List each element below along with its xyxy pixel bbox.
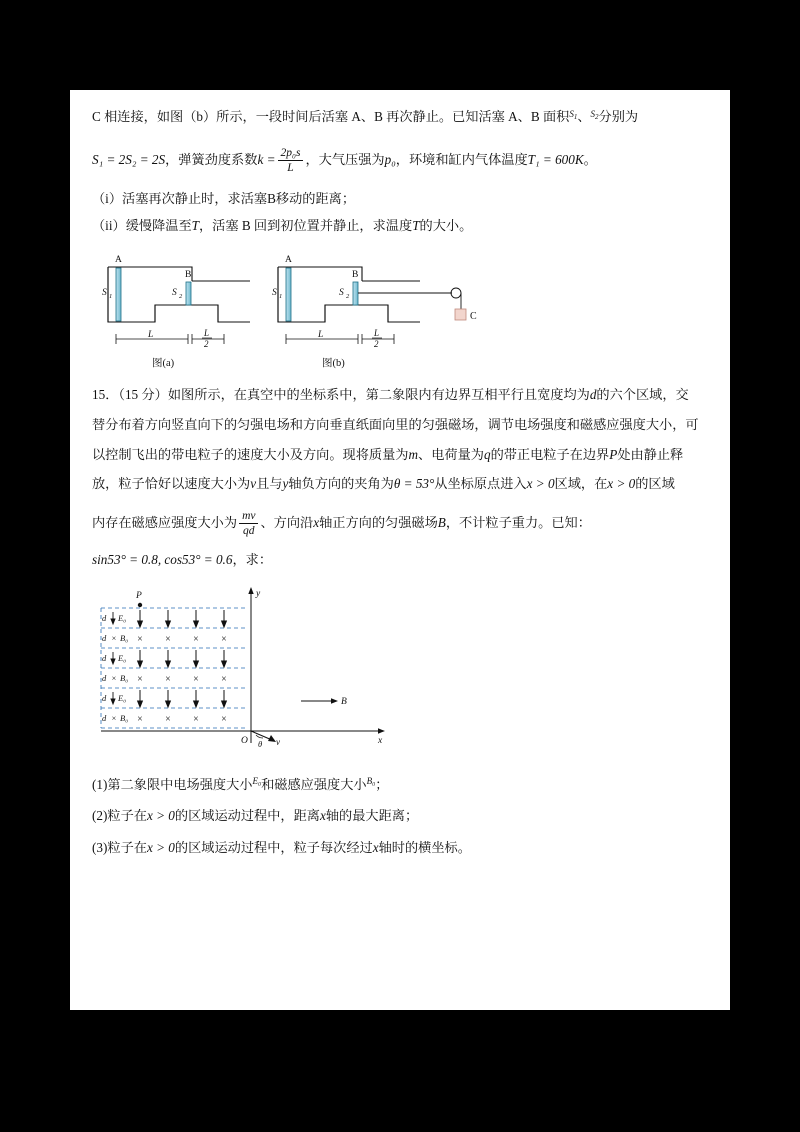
- figure-a-label-S2: S: [172, 288, 177, 299]
- svg-text:×: ×: [221, 673, 227, 685]
- symbol-p0: p₀: [384, 151, 396, 167]
- figure2-label-B0-1: B₀: [120, 632, 129, 643]
- figure2-label-d-5: d: [102, 692, 107, 703]
- figure2-label-d-6: d: [102, 712, 107, 723]
- symbol-y-1: y: [282, 476, 289, 492]
- question-15-body-16: 轴正方向的匀强磁场: [319, 514, 438, 530]
- question-15-marks: （15 分）: [118, 387, 168, 403]
- question-15-body-14: 内存在磁感应强度大小为: [92, 514, 238, 530]
- symbol-xgt0-1: x > 0: [526, 476, 555, 492]
- figure-b-label-B: B: [352, 270, 359, 281]
- question-15-line-5: [92, 507, 708, 539]
- axis-label-x: x: [378, 735, 383, 746]
- subquestion-1-text-a: (1)第二象限中电场强度大小: [92, 776, 253, 792]
- subquestion-1-symbol-E0: E₀: [252, 776, 262, 787]
- figure-cylinders: [100, 247, 500, 372]
- symbol-m: m: [408, 446, 419, 462]
- symbol-v: v: [250, 476, 257, 492]
- sub-item-ii: [92, 213, 708, 239]
- formula-line-1-text-2: ，大气压强为: [305, 151, 385, 167]
- paragraph-1-tail: 分别为: [598, 109, 639, 124]
- question-15-body-12: 区域，在: [554, 476, 608, 492]
- svg-text:×: ×: [193, 713, 199, 725]
- symbol-x-axis: x: [313, 514, 320, 530]
- figure-field-regions-svg: [96, 583, 426, 758]
- question-15-body-3: 替分布着方向竖直向下的匀强电场和方向垂直纸面向里的匀强磁场，调节电场强度和磁感应强度大小，可: [92, 416, 699, 432]
- figure2-label-d-2: d: [102, 632, 107, 643]
- sub-item-ii-text-3: 的大小。: [419, 218, 473, 234]
- figure-b-caption: 图(b): [322, 358, 345, 370]
- fraction-mv-qd: [239, 509, 258, 539]
- figure2-cross-1: ×: [111, 632, 117, 643]
- question-15-number: 15．: [92, 387, 119, 403]
- figure-a-caption: 图(a): [152, 358, 175, 370]
- question-15-body-10: 轴负方向的夹角为: [288, 476, 394, 492]
- figure2-cross-2: ×: [111, 672, 117, 683]
- svg-text:1: 1: [279, 293, 283, 301]
- formula-line-1-text-3: ，环境和缸内气体温度: [395, 151, 528, 167]
- subquestion-1: [92, 772, 708, 798]
- subquestion-3-symbol-xgt0: x > 0: [146, 840, 175, 856]
- question-15-body-7: 处由静止释: [617, 446, 684, 462]
- inline-symbol-S1: $S_1$: [569, 108, 578, 121]
- question-15-body-15: 、方向沿: [260, 514, 314, 530]
- fraction-k: [278, 146, 304, 176]
- paragraph-continuation: C 相连接，如图（b）所示，一段时间后活塞 A、B 再次静止。已知活塞 A、B 面积$S_1$、$S_2$分别为: [92, 104, 708, 130]
- question-15-line-6: sin53° = 0.8, cos53° = 0.6，求：: [92, 551, 273, 567]
- svg-text:2: 2: [179, 293, 183, 301]
- subquestion-3-text-a: (3)粒子在: [92, 840, 147, 856]
- svg-text:×: ×: [137, 713, 143, 725]
- figure2-label-E0-3: E₀: [118, 692, 127, 703]
- figure2-label-d-4: d: [102, 672, 107, 683]
- figure2-label-B: B: [341, 696, 347, 707]
- figure-b-label-C: C: [470, 311, 477, 323]
- question-15-body-17: ，不计粒子重力。已知：: [445, 514, 591, 530]
- figure-a-dim-Lhalf-num: L: [204, 328, 210, 339]
- svg-text:2: 2: [346, 293, 350, 301]
- symbol-q: q: [483, 446, 491, 462]
- question-15-body-6: 的带正电粒子在边界: [490, 446, 610, 462]
- svg-text:×: ×: [221, 713, 227, 725]
- figure2-label-theta: θ: [258, 738, 263, 749]
- symbol-T-a: T: [191, 218, 199, 234]
- question-15-body-2: 的六个区域，交: [596, 387, 689, 403]
- symbol-d-1: d: [589, 387, 597, 403]
- figure-b-label-S1: S: [272, 288, 277, 299]
- figure-a-label-S1: S: [102, 288, 107, 299]
- subquestion-2-text-c: 轴的最大距离；: [325, 808, 419, 824]
- subquestion-2: [92, 803, 708, 829]
- paragraph-1-text: C 相连接，如图（b）所示，一段时间后活塞 A、B 再次静止。已知活塞 A、B 面积: [92, 109, 570, 124]
- symbol-B-field: B: [437, 514, 446, 530]
- svg-text:×: ×: [221, 633, 227, 645]
- subquestion-3-text-b: 的区域运动过程中，粒子每次经过: [174, 840, 373, 856]
- figure-cylinders-svg: [100, 247, 500, 372]
- figure-a-dim-L: L: [148, 330, 154, 341]
- subquestion-1-text-b: 和磁感应强度大小: [261, 776, 367, 792]
- subquestion-2-symbol-x: x: [319, 808, 326, 824]
- sub-item-i: [92, 186, 708, 212]
- document-page: [70, 90, 730, 1010]
- symbol-P: P: [609, 446, 618, 462]
- question-15-line-2: [92, 412, 708, 438]
- svg-text:×: ×: [193, 633, 199, 645]
- fraction-denominator: L: [278, 160, 304, 175]
- subquestion-2-symbol-xgt0: x > 0: [146, 808, 175, 824]
- formula-S1-equation: S₁ = 2S₂ = 2S: [92, 151, 166, 167]
- figure-a-label-A: A: [115, 255, 122, 266]
- sub-item-i-text: （i）活塞再次静止时，求活塞B移动的距离；: [92, 190, 356, 206]
- figure2-label-P: P: [136, 590, 142, 601]
- figure-b-label-A: A: [285, 255, 292, 266]
- figure2-label-E0-1: E₀: [118, 612, 127, 623]
- question-15-body-1: 如图所示，在真空中的坐标系中，第二象限内有边界互相平行且宽度均为: [167, 387, 590, 403]
- figure2-label-d-3: d: [102, 652, 107, 663]
- subquestion-3-text-c: 轴时的横坐标。: [378, 840, 471, 856]
- question-15-body-5: 、电荷量为: [418, 446, 484, 462]
- figure2-label-v: v: [276, 736, 280, 747]
- figure-b-label-S2: S: [339, 288, 344, 299]
- figure-b-dim-L: L: [318, 330, 324, 341]
- question-15-body-13: 的区域: [635, 476, 675, 492]
- fraction-numerator-mv: mv: [242, 510, 256, 523]
- svg-text:2: 2: [374, 339, 379, 350]
- sub-item-ii-text-1: （ii）缓慢降温至: [92, 218, 192, 234]
- axis-label-O: O: [241, 735, 248, 746]
- page-content: [70, 90, 730, 861]
- fraction-denominator-qd: qd: [239, 523, 258, 538]
- subquestion-1-symbol-B0: B₀: [366, 776, 376, 787]
- subquestion-2-text-a: (2)粒子在: [92, 808, 147, 824]
- svg-text:×: ×: [165, 673, 171, 685]
- svg-text:×: ×: [165, 633, 171, 645]
- svg-text:×: ×: [137, 633, 143, 645]
- question-15-line-1: [92, 382, 708, 408]
- figure2-label-B0-2: B₀: [120, 672, 129, 683]
- figure2-cross-3: ×: [111, 712, 117, 723]
- inline-symbol-S2: $S_2$: [590, 108, 599, 121]
- formula-line-1: S₁ = 2S₂ = 2S，弹簧劲度系数k = $\frac{\text{2p₀s}}{L}$ ，大气压强为p₀，环境和缸内气体温度T₁ = 600K。: [92, 146, 597, 175]
- figure-a-dim-Lhalf-den: 2: [204, 339, 209, 350]
- question-15-line-4: [92, 471, 708, 497]
- symbol-xgt0-2: x > 0: [607, 476, 636, 492]
- fraction-numerator: 2p₀s: [280, 146, 301, 159]
- subquestion-3-symbol-x: x: [372, 840, 379, 856]
- subquestions-list: [92, 772, 708, 861]
- svg-text:×: ×: [165, 713, 171, 725]
- formula-line-1-text-1: ，弹簧劲度系数: [165, 151, 258, 167]
- symbol-T-b: T: [412, 218, 420, 234]
- question-15-line-3: [92, 442, 708, 468]
- svg-text:1: 1: [109, 293, 113, 301]
- question-15-body-9: 且与: [256, 476, 283, 492]
- question-15-body-8: 放，粒子恰好以速度大小为: [92, 476, 251, 492]
- subquestion-3: [92, 835, 708, 861]
- figure-a-label-B: B: [185, 270, 192, 281]
- figure2-label-B0-3: B₀: [120, 712, 129, 723]
- figure2-label-E0-2: E₀: [118, 652, 127, 663]
- formula-k-label: k =: [257, 151, 276, 167]
- figure-field-regions: [96, 583, 426, 758]
- svg-text:×: ×: [137, 673, 143, 685]
- svg-text:L: L: [374, 328, 380, 339]
- svg-text:×: ×: [193, 673, 199, 685]
- subquestion-1-text-c: ；: [375, 776, 389, 792]
- axis-label-y: y: [256, 588, 261, 599]
- formula-sin-cos: sin53° = 0.8, cos53° = 0.6: [92, 551, 233, 567]
- figure2-label-d-1: d: [102, 612, 107, 623]
- question-15-body-4: 以控制飞出的带电粒子的速度大小及方向。现将质量为: [92, 446, 409, 462]
- symbol-theta: θ = 53°: [393, 476, 435, 492]
- symbol-T1: T₁ = 600K: [527, 151, 584, 167]
- sub-item-ii-text-2: ，活塞 B 回到初位置并静止，求温度: [198, 218, 413, 234]
- subquestion-2-text-b: 的区域运动过程中，距离: [174, 808, 320, 824]
- question-15-body-11: 从坐标原点进入: [434, 476, 527, 492]
- formula-qiu: 求：: [245, 551, 273, 567]
